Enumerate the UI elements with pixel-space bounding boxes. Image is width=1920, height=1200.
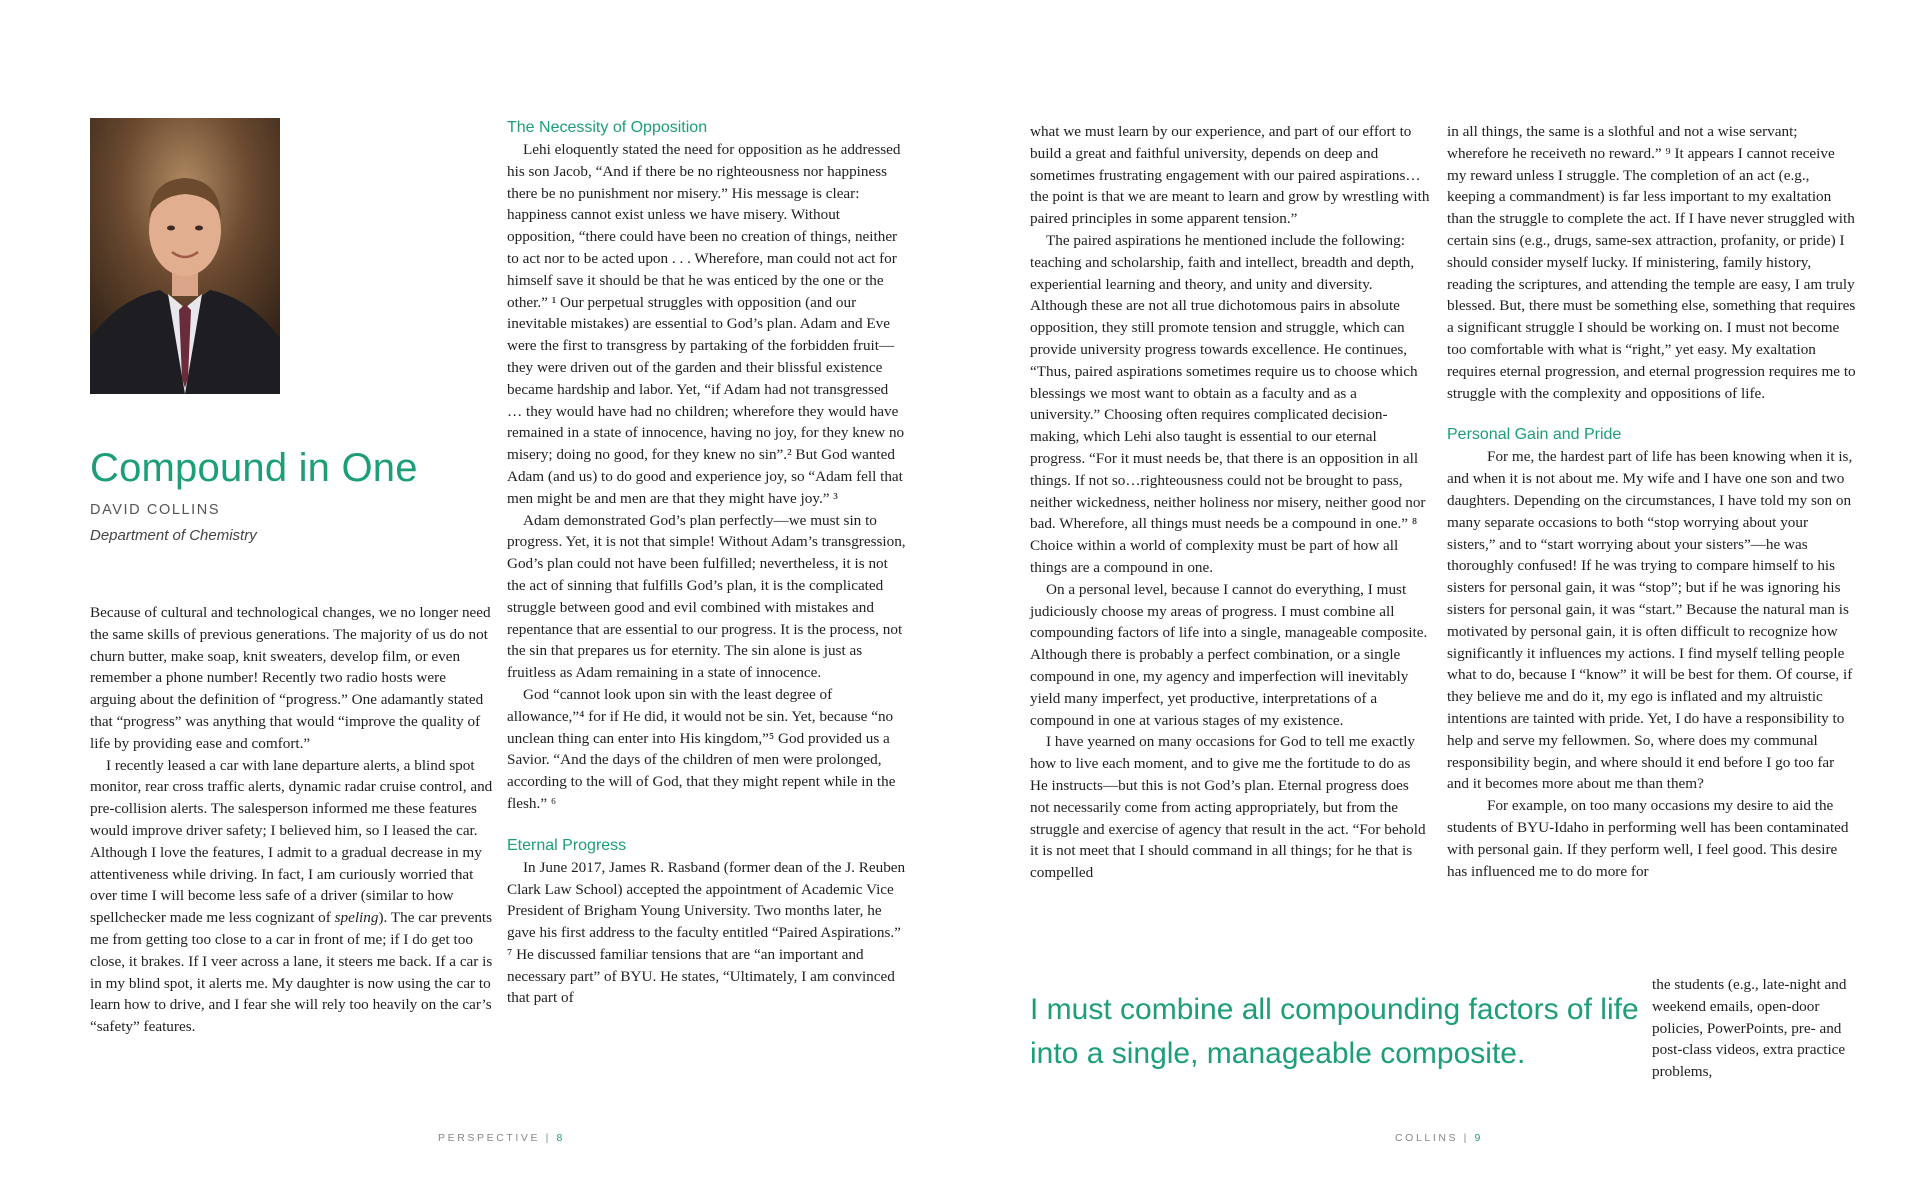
footer-separator: | — [1458, 1132, 1475, 1144]
column-4 — [1447, 121, 1857, 882]
paragraph: the students (e.g., late-night and weekend emails, open-door policies, PowerPoints, pre- and post-class videos, extra practice problems, — [1652, 976, 1847, 1081]
paragraph: Because of cultural and technological changes, we no longer need the same skills of previous generations. The majority of us do not churn butter, make soap, knit sweaters, develop film, or even remember a phone number! Recently two radio hosts were arguing about the definition of “progress.” One adamantly stated that “progress” was anything that would “improve the quality of life by providing ease and comfort.” — [90, 604, 491, 752]
column-3 — [1030, 121, 1430, 884]
paragraph: In June 2017, James R. Rasband (former dean of the J. Reuben Clark Law School) accepted the appointment of Academic Vice President of Brigham Young University. Two months later, he gave his first address to the faculty entitled “Paired Aspirations.” ⁷ He discussed familiar tensions that are “an important and necessary part” of BYU. He states, “Ultimately, I am convinced that part of — [507, 858, 906, 1007]
section-heading-opposition: The Necessity of Opposition — [507, 119, 708, 136]
column-4-continuation — [1652, 974, 1862, 1083]
paragraph-text: I recently leased a car with lane departure alerts, a blind spot monitor, rear cross traffic alerts, dynamic radar cruise control, and pre-collision alerts. The salesperson informed me these features would improve driver safety; I believed him, so I leased the car. Although I love the features, I admit to a gradual decrease in my attentiveness while driving. In fact, I am curiously worried that over time I will become less safe of a driver (similar to how spellchecker made me less cognizant of — [90, 756, 493, 927]
paragraph: For example, on too many occasions my desire to aid the students of BYU-Idaho in performing well has been contaminated with personal gain. If they perform well, I feel good. This desire has influenced me to do more for — [1447, 797, 1849, 880]
column-2 — [507, 117, 907, 1009]
paragraph: Adam demonstrated God’s plan perfectly—we must sin to progress. Yet, it is not that simple! Without Adam’s transgression, God’s plan could not have been fulfilled; nevertheless, it is not the act of sinning that fulfills God’s plan, it is the complicated struggle between good and evil combined with mistakes and repentance that are essential to our progress. It is the process, not the sin that prepares us for eternity. The sin alone is just as fruitless as Adam remaining in a state of innocence. — [507, 511, 906, 682]
paragraph: God “cannot look upon sin with the least degree of allowance,”⁴ for if He did, it would not be sin. Yet, because “no unclean thing can enter into His kingdom,”⁵ God provided us a Savior. “And the days of the children of men were prolonged, according to the will of God, that they might repent while in the flesh.” ⁶ — [507, 685, 896, 812]
pull-quote: I must combine all compounding factors of life into a single, manageable composite. — [1030, 993, 1639, 1070]
section-heading-personal-gain: Personal Gain and Pride — [1447, 426, 1622, 444]
section-heading-eternal-progress: Eternal Progress — [507, 836, 627, 854]
footer-separator: | — [540, 1132, 557, 1144]
paragraph: For me, the hardest part of life has been knowing when it is, and when it is not about me. My wife and I have one son and two daughters. Depending on the circumstances, I have told my son on many separate occasions to both “stop worrying about your sisters,” and to “start worrying about your sisters”—he was thoroughly confused! If he was trying to compare himself to his sisters for personal gain, it was “stop”; but if he was ignoring his sisters for personal gain, it was “start.” Because the natural man is motivated by personal gain, it is often difficult to recognize how significantly it influences my actions. I find myself telling people what to do, because I “know” it will be best for them. Of course, if they believe me and do it, my ego is inflated and my altruistic intentions are tainted with pride. Yet, I do have a responsibility to help and serve my fellowmen. So, where does my communal responsibility begin, and where should it end before I go too far and it becomes more about me than them? — [1447, 448, 1853, 793]
footer-label: PERSPECTIVE — [438, 1132, 541, 1144]
paragraph: The paired aspirations he mentioned include the following: teaching and scholarship, faith and intellect, breadth and depth, experiential learning and theory, and unity and diversity. Although these are not all true dichotomous pairs in absolute opposition, they still promote tension and struggle, which can provide university progress towards excellence. He continues, “Thus, paired aspirations sometimes require us to choose which blessings we most want to obtain as a faculty and as a university.” Choosing often requires complicated decision-making, which Lehi also taught is essential to our eternal progress. “For it must needs be, that there is an opposition in all things. If not so…righteousness could not be brought to pass, neither wickedness, neither holiness nor misery, neither good nor bad. Wherefore, all things must needs be a compound in one.” ⁸ Choice within a world of complexity must be part of how all things are a compound in one. — [1030, 231, 1426, 576]
page-number: 8 — [556, 1132, 565, 1144]
page-footer-right — [1395, 1132, 1483, 1144]
footer-label: COLLINS — [1395, 1132, 1459, 1144]
paragraph: what we must learn by our experience, and part of our effort to build a great and faithful university, depends on deep and sometimes frustrating engagement with our paired aspirations…the point is that we are meant to learn and grow by wrestling with paired principles in some apparent tension.” — [1030, 123, 1430, 228]
paragraph: I have yearned on many occasions for God to tell me exactly how to live each moment, and to give me the fortitude to do as He instructs—but this is not God’s plan. Eternal progress does not necessarily come from acting appropriately, but from the struggle and exercise of agency that result in the act. “For behold it is not meet that I should command in all things; for he that is compelled — [1030, 733, 1426, 882]
paragraph — [90, 755, 494, 1038]
author-portrait-photo — [90, 118, 280, 394]
paragraph-text: ). The car prevents me from getting too close to a car in front of me; if I do get too close, it brakes. If I veer across a lane, it steers me back. If a car is in my blind spot, it alerts me. My daughter is now using the car to learn how to drive, and I fear she will rely too heavily on the car’s “safety” features. — [90, 909, 493, 1036]
article-title: Compound in One — [90, 446, 418, 490]
paragraph: in all things, the same is a slothful and not a wise servant; wherefore he receiveth no reward.” ⁹ It appears I cannot receive my reward unless I struggle. The completion of an act (e.g., keeping a commandment) is far less important to my exaltation than the struggle to complete the act. If I have never struggled with certain sins (e.g., drugs, same-sex attraction, profanity, or pride) I should consider myself lucky. If ministering, family history, reading the scriptures, and attending the temple are easy, I am truly blessed. But, there must be something else, something that requires a significant struggle I should be working on. I must not become too comfortable with what is “right,” yet easy. My exaltation requires eternal progression, and eternal progression requires me to struggle with the complexity and oppositions of life. — [1447, 123, 1856, 402]
author-department: Department of Chemistry — [90, 527, 257, 544]
column-1 — [90, 602, 494, 1038]
page-footer-left — [438, 1132, 565, 1144]
page-number: 9 — [1474, 1132, 1483, 1144]
paragraph: Lehi eloquently stated the need for opposition as he addressed his son Jacob, “And if there be no righteousness nor happiness there be no punishment nor misery.” His message is clear: happiness cannot exist unless we have misery. Without opposition, “there could have been no creation of things, neither to act nor to be acted upon . . . Wherefore, man could not act for himself save it should be that he was enticed by the one or the other.” ¹ Our perpetual struggles with opposition (and our inevitable mistakes) are essential to God’s plan. Adam and Eve were the first to transgress by partaking of the forbidden fruit—they were driven out of the garden and their blissful existence became hardship and labor. Yet, “if Adam had not transgressed … they would have had no children; wherefore they would have remained in a state of innocence, having no joy, for they knew no misery; doing no good, for they knew no sin”.² But God wanted Adam (and us) to do good and experience joy, so “Adam fell that men might be and men are that they might have joy.” ³ — [507, 141, 905, 507]
paragraph: On a personal level, because I cannot do everything, I must judiciously choose my areas of progress. I must combine all compounding factors of life into a single, manageable composite. Although there is probably a perfect combination, or a single compound in one, my agency and imperfection will inevitably yield many imperfect, yet productive, interpretations of a compound in one at various stages of my existence. — [1030, 580, 1428, 729]
italic-word: speling — [334, 909, 379, 927]
author-name: DAVID COLLINS — [90, 502, 221, 518]
